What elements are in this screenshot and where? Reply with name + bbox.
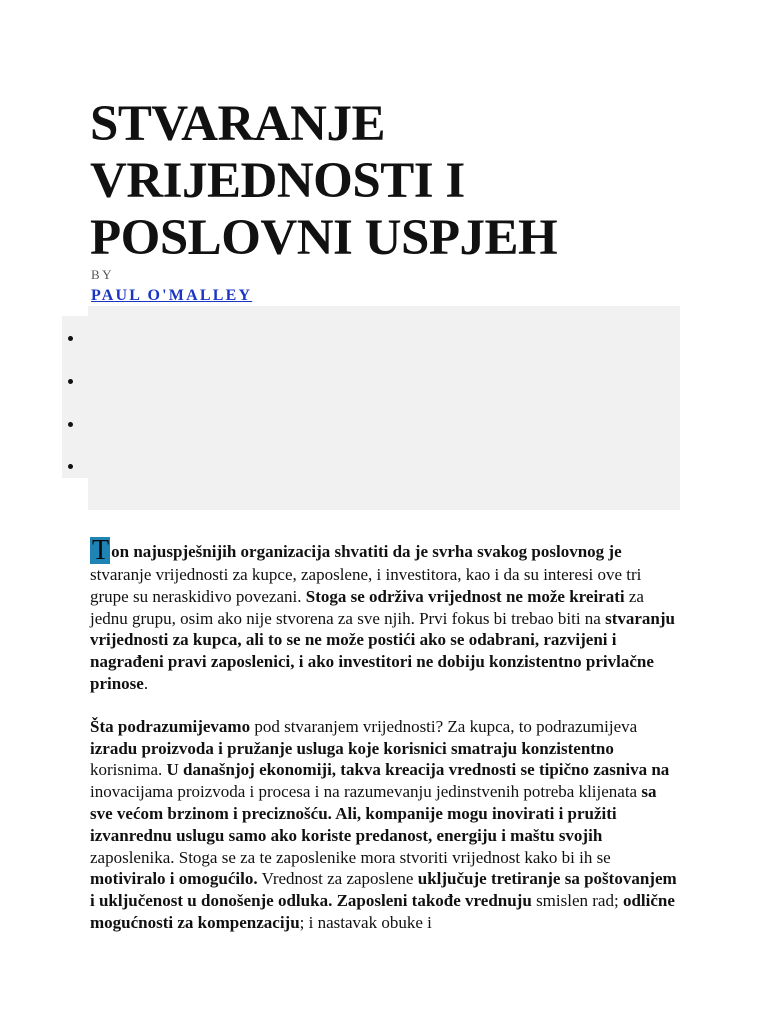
byline-label: BY [91, 267, 115, 282]
text-run: Šta podrazumijevamo [90, 716, 251, 736]
bullet-marker [68, 379, 73, 384]
paragraph-1 [90, 537, 682, 695]
text-run: ; i nastavak obuke i [299, 912, 432, 932]
text-run: korisnima. [90, 760, 167, 780]
text-run: . [143, 673, 149, 693]
bullet-marker [68, 464, 73, 469]
text-run: Vrednost za zaposlene [257, 869, 418, 889]
placeholder-content-box [88, 306, 680, 510]
text-run: Stoga se održiva vrijednost ne može kreirati [305, 586, 625, 606]
text-run: odlične mogućnosti za kompenzaciju [90, 891, 675, 932]
text-run: zaposlenika. Stoga se za te zaposlenike mora stvoriti vrijednost kako bi ih se [90, 847, 611, 867]
text-run: U današnjoj ekonomiji, takva kreacija vrednosti se tipično zasniva na [166, 760, 670, 780]
text-run: smislen rad; [531, 891, 623, 911]
text-run: on najuspješnijih organizacija shvatiti da je svrha svakog poslovnog je [111, 542, 622, 561]
bullet-marker [68, 422, 73, 427]
text-run: za jednu grupu, osim ako nije stvorena za sve njih. Prvi fokus bi trebao biti na [90, 586, 644, 628]
text-run: uključuje tretiranje sa poštovanjem i uključenost u donošenje odluka. Zaposleni takođe vrednuju [90, 869, 677, 911]
article-title-line-1: STVARANJE [90, 96, 385, 152]
text-run: inovacijama proizvoda i procesa i na razumevanju jedinstvenih potreba klijenata [90, 782, 642, 802]
text-run: sa sve većom brzinom i preciznošću. Ali, kompanije mogu inovirati i pružiti izvanrednu uslugu samo ako koriste predanost, energiju i maštu svojih [90, 782, 657, 845]
author-link[interactable]: PAUL O'MALLEY [91, 287, 253, 304]
text-run: motiviralo i omogućilo. [90, 869, 258, 889]
text-run: stvaranju vrijednosti za kupca, ali to se ne može postići ako se odabrani, razvijeni i nagrađeni pravi zaposlenici, i ako investitori ne dobiju konzistentno privlačne prinose [90, 608, 676, 693]
article-body [90, 537, 682, 955]
article-title-line-3: POSLOVNI USPJEH [90, 210, 558, 266]
text-run: stvaranje vrijednosti za kupce, zaposlene, i investitora, kao i da su interesi ove tri grupe su neraskidivo povezani. [90, 565, 642, 606]
dropcap-letter: T [92, 535, 110, 566]
article-title-line-2: VRIJEDNOSTI I [90, 153, 465, 209]
bullet-list-panel [62, 316, 88, 478]
bullet-marker [68, 336, 73, 341]
text-run: izradu proizvoda i pružanje usluga koje korisnici smatraju konzistentno [90, 738, 614, 758]
paragraph-2 [90, 716, 682, 934]
text-run: pod stvaranjem vrijednosti? Za kupca, to podrazumijeva [250, 716, 638, 736]
article-title [90, 96, 690, 267]
